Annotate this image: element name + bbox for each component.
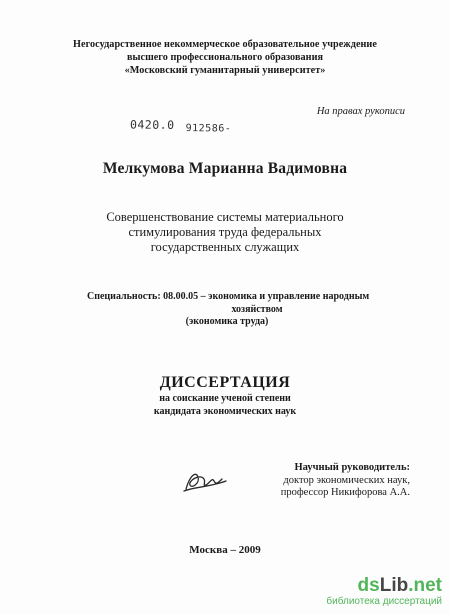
specialty-line-1: Специальность: 08.00.05 – экономика и управление народным: [87, 291, 370, 302]
supervisor-degree: доктор экономических наук,: [283, 474, 410, 486]
supervisor-role: Научный руководитель:: [294, 462, 410, 473]
signature-image: [180, 467, 230, 495]
degree-block: [0, 393, 450, 418]
document-type-heading: ДИССЕРТАЦИЯ: [159, 374, 291, 391]
specialty-line-2: хозяйством: [231, 303, 283, 315]
organization-header: [0, 38, 450, 77]
dissertation-title: [0, 210, 450, 255]
dslib-watermark: [326, 576, 442, 608]
watermark-logo-lib: Lib: [379, 575, 409, 596]
city-year: Москва – 2009: [189, 544, 261, 556]
watermark-logo-net: .net: [408, 575, 442, 596]
supervisor-name: профессор Никифорова А.А.: [280, 487, 410, 498]
title-line-1: Совершенствование системы материального: [106, 210, 344, 224]
org-line-2: высшего профессионального образования: [126, 52, 324, 63]
stamp-code-a: 0420.0: [129, 117, 175, 132]
rights-note: На правах рукописи: [316, 106, 405, 117]
title-line-3: государственных служащих: [150, 240, 300, 254]
author-name: Мелкумова Марианна Вадимовна: [102, 160, 348, 177]
org-line-1: Негосударственное некоммерческое образовательное учреждение: [73, 39, 377, 50]
org-line-3: «Московский гуманитарный университет»: [124, 65, 326, 76]
specialty-block: [87, 291, 387, 329]
watermark-subtitle: библиотека диссертаций: [326, 596, 442, 607]
degree-line-1: на соискание ученой степени: [159, 393, 291, 404]
library-stamp: [129, 117, 232, 135]
supervisor-block: [281, 462, 410, 500]
watermark-logo-ds: ds: [357, 575, 380, 596]
title-line-2: стимулирования труда федеральных: [128, 225, 322, 239]
stamp-code-b: 912586-: [185, 123, 232, 135]
degree-line-2: кандидата экономических наук: [153, 405, 297, 417]
watermark-logo: [326, 576, 442, 596]
specialty-line-3: (экономика труда): [185, 316, 269, 327]
